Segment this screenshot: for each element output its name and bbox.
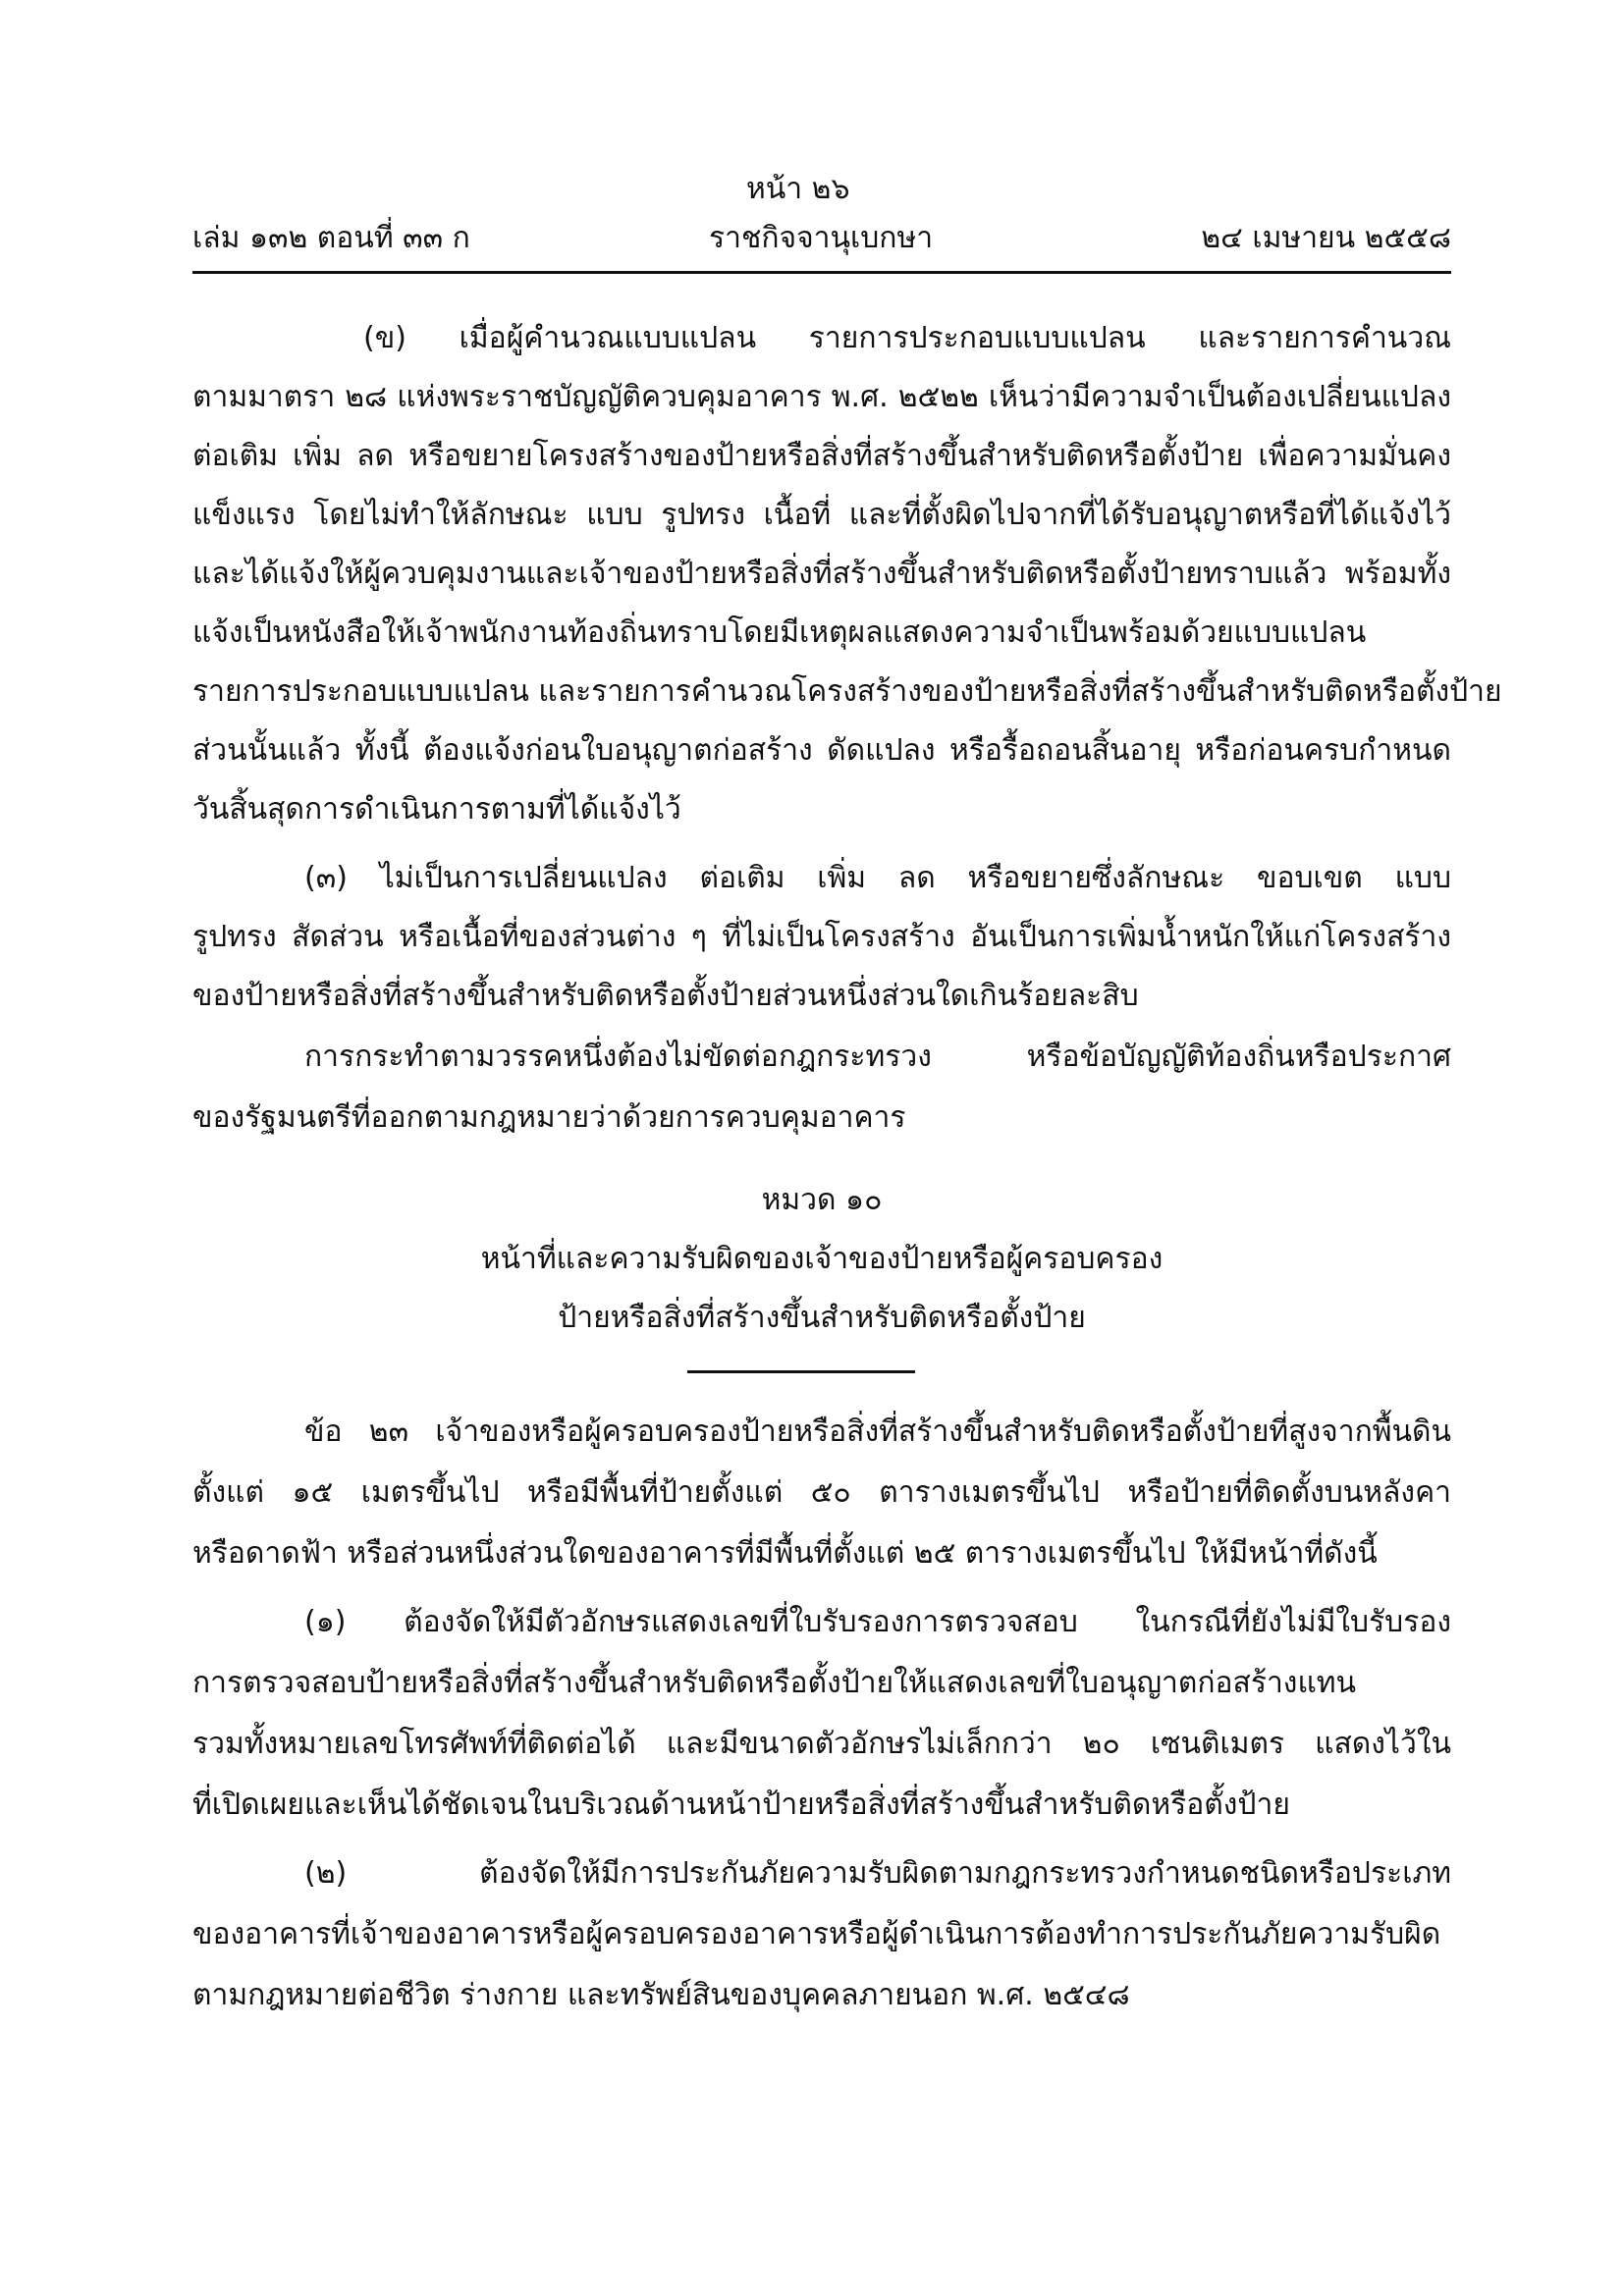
paragraph-line: และได้แจ้งให้ผู้ควบคุมงานและเจ้าของป้ายหรือสิ่งที่สร้างขึ้นสำหรับติดหรือตั้งป้ายทราบแล้ว พร้อมทั้ง [192, 557, 1451, 591]
paragraph-line: ตามมาตรา ๒๘ แห่งพระราชบัญญัติควบคุมอาคาร พ.ศ. ๒๕๒๒ เห็นว่ามีความจำเป็นต้องเปลี่ยนแปลง [192, 380, 1451, 414]
paragraph-line: รวมทั้งหมายเลขโทรศัพท์ที่ติดต่อได้ และมีขนาดตัวอักษรไม่เล็กกว่า ๒๐ เซนติเมตร แสดงไว้ใน [192, 1727, 1451, 1761]
chapter-separator [687, 1370, 915, 1373]
chapter-number: หมวด ๑๐ [761, 1183, 883, 1217]
paragraph-line: (ข) เมื่อผู้คำนวณแบบแปลน รายการประกอบแบบแปลน และรายการคำนวณ [363, 321, 1451, 355]
gazette-volume: เล่ม ๑๓๒ ตอนที่ ๓๓ ก [192, 221, 470, 255]
paragraph-line: ของอาคารที่เจ้าของอาคารหรือผู้ครอบครองอาคารหรือผู้ดำเนินการต้องทำการประกันภัยความรับผิด [192, 1917, 1441, 1951]
paragraph-line: หรือดาดฟ้า หรือส่วนหนึ่งส่วนใดของอาคารที่มีพื้นที่ตั้งแต่ ๒๕ ตารางเมตรขึ้นไป ให้มีหน้าที่ดังนี้ [192, 1536, 1378, 1571]
paragraph-line: (๓) ไม่เป็นการเปลี่ยนแปลง ต่อเติม เพิ่ม ลด หรือขยายซึ่งลักษณะ ขอบเขต แบบ [304, 861, 1451, 895]
header-rule [192, 271, 1451, 274]
paragraph-line: ของป้ายหรือสิ่งที่สร้างขึ้นสำหรับติดหรือตั้งป้ายส่วนหนึ่งส่วนใดเกินร้อยละสิบ [192, 979, 1139, 1013]
paragraph-line: แข็งแรง โดยไม่ทำให้ลักษณะ แบบ รูปทรง เนื้อที่ และที่ตั้งผิดไปจากที่ได้รับอนุญาตหรือที่ได้แจ้งไว้ [192, 498, 1451, 532]
chapter-title: หน้าที่และความรับผิดของเจ้าของป้ายหรือผู้ครอบครอง [480, 1242, 1164, 1276]
gazette-date: ๒๔ เมษายน ๒๕๕๘ [1201, 221, 1451, 255]
gazette-title: ราชกิจจานุเบกษา [709, 221, 934, 255]
paragraph-line: ตามกฎหมายต่อชีวิต ร่างกาย และทรัพย์สินของบุคคลภายนอก พ.ศ. ๒๕๔๘ [192, 1978, 1130, 2012]
paragraph-line: ข้อ ๒๓ เจ้าของหรือผู้ครอบครองป้ายหรือสิ่งที่สร้างขึ้นสำหรับติดหรือตั้งป้ายที่สูงจากพื้นดิน [304, 1415, 1451, 1449]
paragraph-line: การตรวจสอบป้ายหรือสิ่งที่สร้างขึ้นสำหรับติดหรือตั้งป้ายให้แสดงเลขที่ใบอนุญาตก่อสร้างแทน [192, 1666, 1357, 1700]
paragraph-line: วันสิ้นสุดการดำเนินการตามที่ได้แจ้งไว้ [192, 792, 681, 827]
chapter-title: ป้ายหรือสิ่งที่สร้างขึ้นสำหรับติดหรือตั้งป้าย [558, 1301, 1086, 1335]
paragraph-line: รูปทรง สัดส่วน หรือเนื้อที่ของส่วนต่าง ๆ ที่ไม่เป็นโครงสร้าง อันเป็นการเพิ่มน้ำหนักให้แก่โครงสร้าง [192, 920, 1451, 954]
paragraph-line: ของรัฐมนตรีที่ออกตามกฎหมายว่าด้วยการควบคุมอาคาร [192, 1100, 906, 1135]
paragraph-line: รายการประกอบแบบแปลน และรายการคำนวณโครงสร้างของป้ายหรือสิ่งที่สร้างขึ้นสำหรับติดหรือตั้งป้าย [192, 674, 1502, 709]
paragraph-line: ต่อเติม เพิ่ม ลด หรือขยายโครงสร้างของป้ายหรือสิ่งที่สร้างขึ้นสำหรับติดหรือตั้งป้าย เพื่อความมั่นคง [192, 439, 1451, 473]
paragraph-line: (๒) ต้องจัดให้มีการประกันภัยความรับผิดตามกฎกระทรวงกำหนดชนิดหรือประเภท [304, 1856, 1451, 1891]
paragraph-line: (๑) ต้องจัดให้มีตัวอักษรแสดงเลขที่ใบรับรองการตรวจสอบ ในกรณีที่ยังไม่มีใบรับรอง [304, 1605, 1451, 1639]
paragraph-line: การกระทำตามวรรคหนึ่งต้องไม่ขัดต่อกฎกระทรวง หรือข้อบัญญัติท้องถิ่นหรือประกาศ [304, 1040, 1451, 1074]
paragraph-line: ส่วนนั้นแล้ว ทั้งนี้ ต้องแจ้งก่อนใบอนุญาตก่อสร้าง ดัดแปลง หรือรื้อถอนสิ้นอายุ หรือก่อนครบกำหนด [192, 733, 1451, 768]
page-number: หน้า ๒๖ [746, 172, 850, 206]
paragraph-line: ตั้งแต่ ๑๕ เมตรขึ้นไป หรือมีพื้นที่ป้ายตั้งแต่ ๕๐ ตารางเมตรขึ้นไป หรือป้ายที่ติดตั้งบนหลังคา [192, 1475, 1451, 1510]
paragraph-line: ที่เปิดเผยและเห็นได้ชัดเจนในบริเวณด้านหน้าป้ายหรือสิ่งที่สร้างขึ้นสำหรับติดหรือตั้งป้าย [192, 1788, 1290, 1822]
paragraph-line: แจ้งเป็นหนังสือให้เจ้าพนักงานท้องถิ่นทราบโดยมีเหตุผลแสดงความจำเป็นพร้อมด้วยแบบแปลน [192, 615, 1367, 650]
